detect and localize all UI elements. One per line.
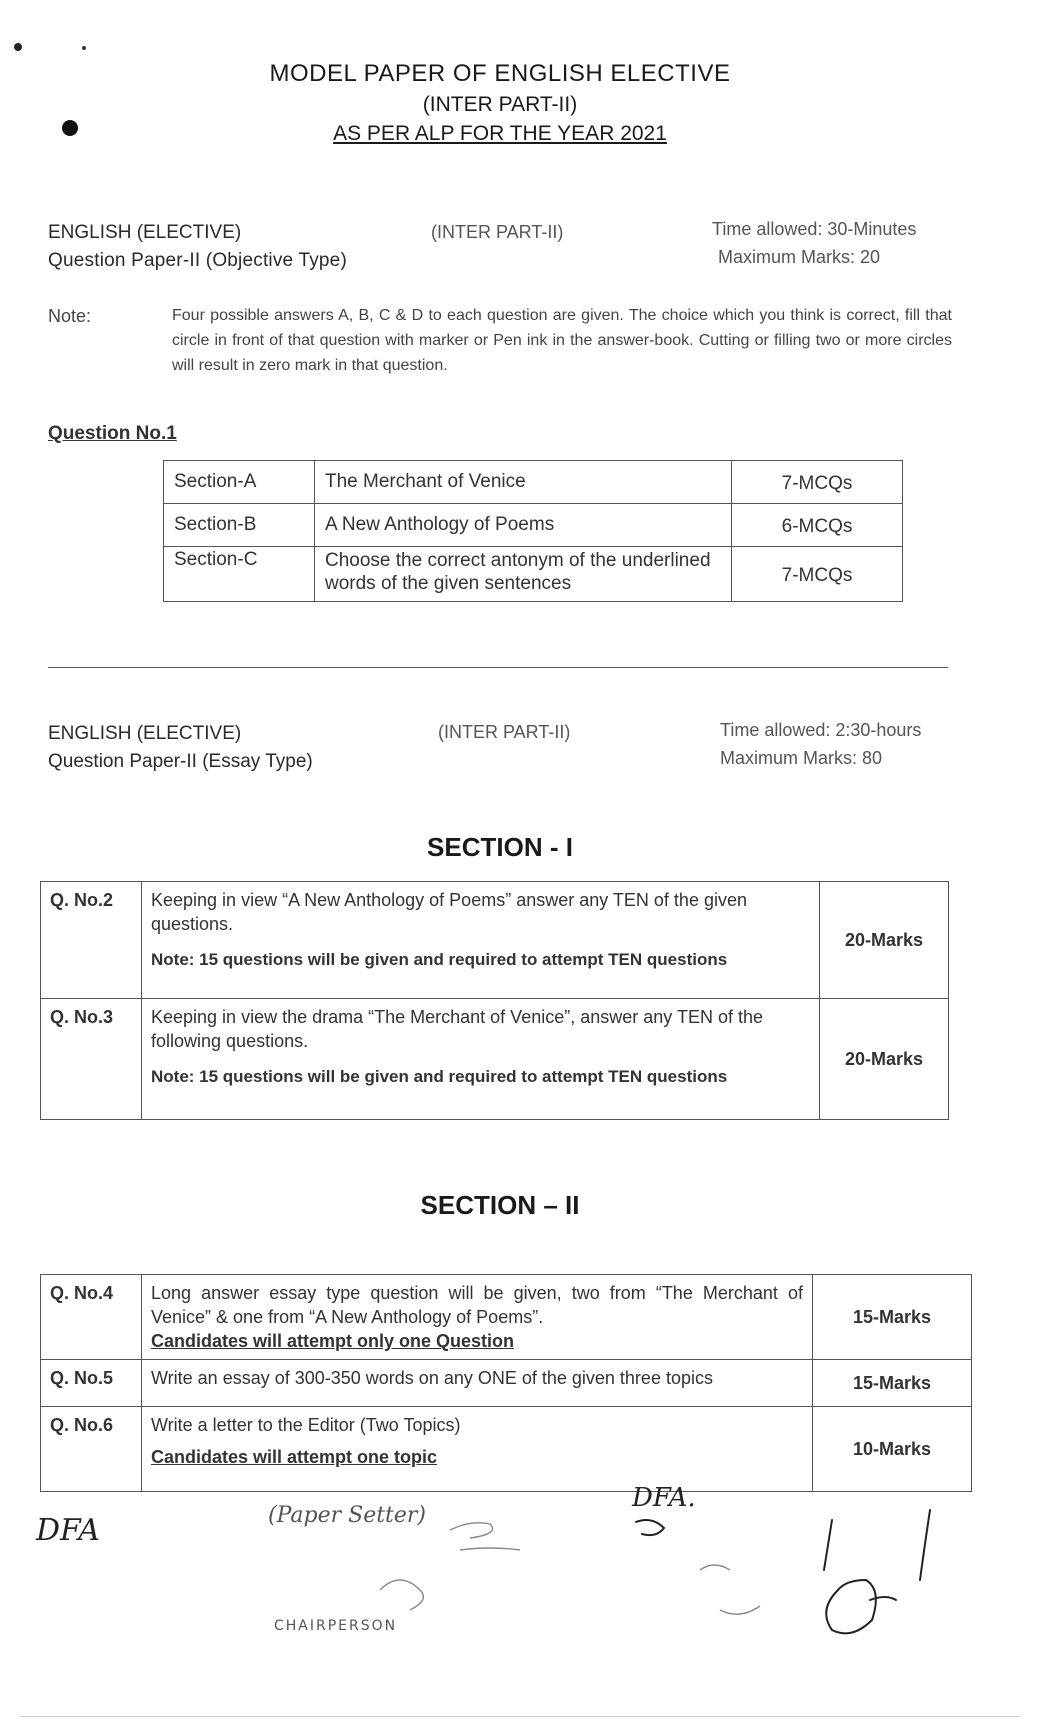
marks-cell: 20-Marks <box>820 999 949 1120</box>
page-year-line <box>0 122 1000 146</box>
question-text: Write an essay of 300-350 words on any ONE of the given three topics <box>151 1368 713 1388</box>
question-cell <box>142 999 820 1120</box>
marks-cell: 10-Marks <box>813 1407 972 1492</box>
page-subtitle: (INTER PART-II) <box>422 93 578 116</box>
signature-center-left: (Paper Setter) <box>268 1503 427 1528</box>
question-note: Note: 15 questions will be given and required to attempt TEN questions <box>151 1067 728 1086</box>
table-row <box>41 882 949 999</box>
count-cell: 6-MCQs <box>732 504 903 547</box>
count-cell: 7-MCQs <box>732 547 903 602</box>
signature-area <box>0 1480 1039 1710</box>
objective-sections-table <box>163 460 903 602</box>
footer-line <box>20 1716 1020 1717</box>
question-note: Note: 15 questions will be given and required to attempt TEN questions <box>151 950 728 969</box>
signature-center: DFA. <box>632 1483 696 1513</box>
essay-subject: ENGLISH (ELECTIVE) <box>48 723 242 744</box>
essay-time: Time allowed: 2:30-hours <box>720 720 922 740</box>
signature-left: DFA <box>36 1513 100 1548</box>
count-cell: 7-MCQs <box>732 461 903 504</box>
question-text: Keeping in view the drama “The Merchant of Venice”, answer any TEN of the following questions. <box>151 1007 763 1051</box>
section-cell: Section-B <box>164 504 315 547</box>
table-row <box>164 504 903 547</box>
question-text: Write a letter to the Editor (Two Topics) <box>151 1415 461 1435</box>
section-cell: Section-A <box>164 461 315 504</box>
note-label: Note: <box>48 306 92 326</box>
marks-cell: 20-Marks <box>820 882 949 999</box>
objective-marks: Maximum Marks: 20 <box>718 247 881 267</box>
objective-time: Time allowed: 30-Minutes <box>712 219 917 239</box>
section-cell: Section-C <box>164 547 315 602</box>
marks-cell: 15-Marks <box>813 1360 972 1407</box>
section-1-table <box>40 881 949 1120</box>
question-1-label: Question No.1 <box>48 423 177 444</box>
section-2-table <box>40 1274 972 1492</box>
table-row <box>41 1360 972 1407</box>
note-text: Four possible answers A, B, C & D to each question are given. The choice which you think is correct, fill that circle in front of that question with marker or Pen ink in the answer-book. Cutting or filling two or more circles will result in zero mark in that question. <box>172 307 952 374</box>
section-1-heading: SECTION - I <box>427 832 573 862</box>
question-cell <box>142 1360 813 1407</box>
topic-cell: Choose the correct antonym of the underlined words of the given sentences <box>315 547 732 602</box>
topic-cell: The Merchant of Venice <box>315 461 732 504</box>
essay-part: (INTER PART-II) <box>438 722 571 742</box>
question-number: Q. No.6 <box>41 1407 142 1492</box>
table-row <box>41 1407 972 1492</box>
objective-subject: ENGLISH (ELECTIVE) <box>48 222 242 243</box>
divider <box>48 667 948 668</box>
question-cell <box>142 1407 813 1492</box>
table-row <box>41 1275 972 1360</box>
question-cell <box>142 882 820 999</box>
question-number: Q. No.2 <box>41 882 142 999</box>
year-text: AS PER ALP FOR THE YEAR 2021 <box>333 122 667 145</box>
objective-paper: Question Paper-II (Objective Type) <box>48 250 347 271</box>
topic-cell: A New Anthology of Poems <box>315 504 732 547</box>
question-text: Long answer essay type question will be given, two from “The Merchant of Venice” & one from “A New Anthology of Poems”. <box>151 1283 803 1327</box>
question-number: Q. No.4 <box>41 1275 142 1360</box>
question-cell <box>142 1275 813 1360</box>
page-title: MODEL PAPER OF ENGLISH ELECTIVE <box>269 60 731 87</box>
essay-marks: Maximum Marks: 80 <box>720 748 883 768</box>
section-2-heading: SECTION – II <box>420 1190 580 1220</box>
table-row <box>164 547 903 602</box>
objective-part: (INTER PART-II) <box>431 222 564 242</box>
question-number: Q. No.3 <box>41 999 142 1120</box>
question-number: Q. No.5 <box>41 1360 142 1407</box>
marks-cell: 15-Marks <box>813 1275 972 1360</box>
attempt-instruction: Candidates will attempt only one Question <box>151 1331 515 1351</box>
essay-paper: Question Paper-II (Essay Type) <box>48 751 313 772</box>
table-row <box>41 999 949 1120</box>
signature-bottom: CHAIRPERSON <box>274 1618 398 1634</box>
attempt-instruction: Candidates will attempt one topic <box>151 1447 438 1467</box>
table-row <box>164 461 903 504</box>
question-text: Keeping in view “A New Anthology of Poems” answer any TEN of the given questions. <box>151 890 747 934</box>
